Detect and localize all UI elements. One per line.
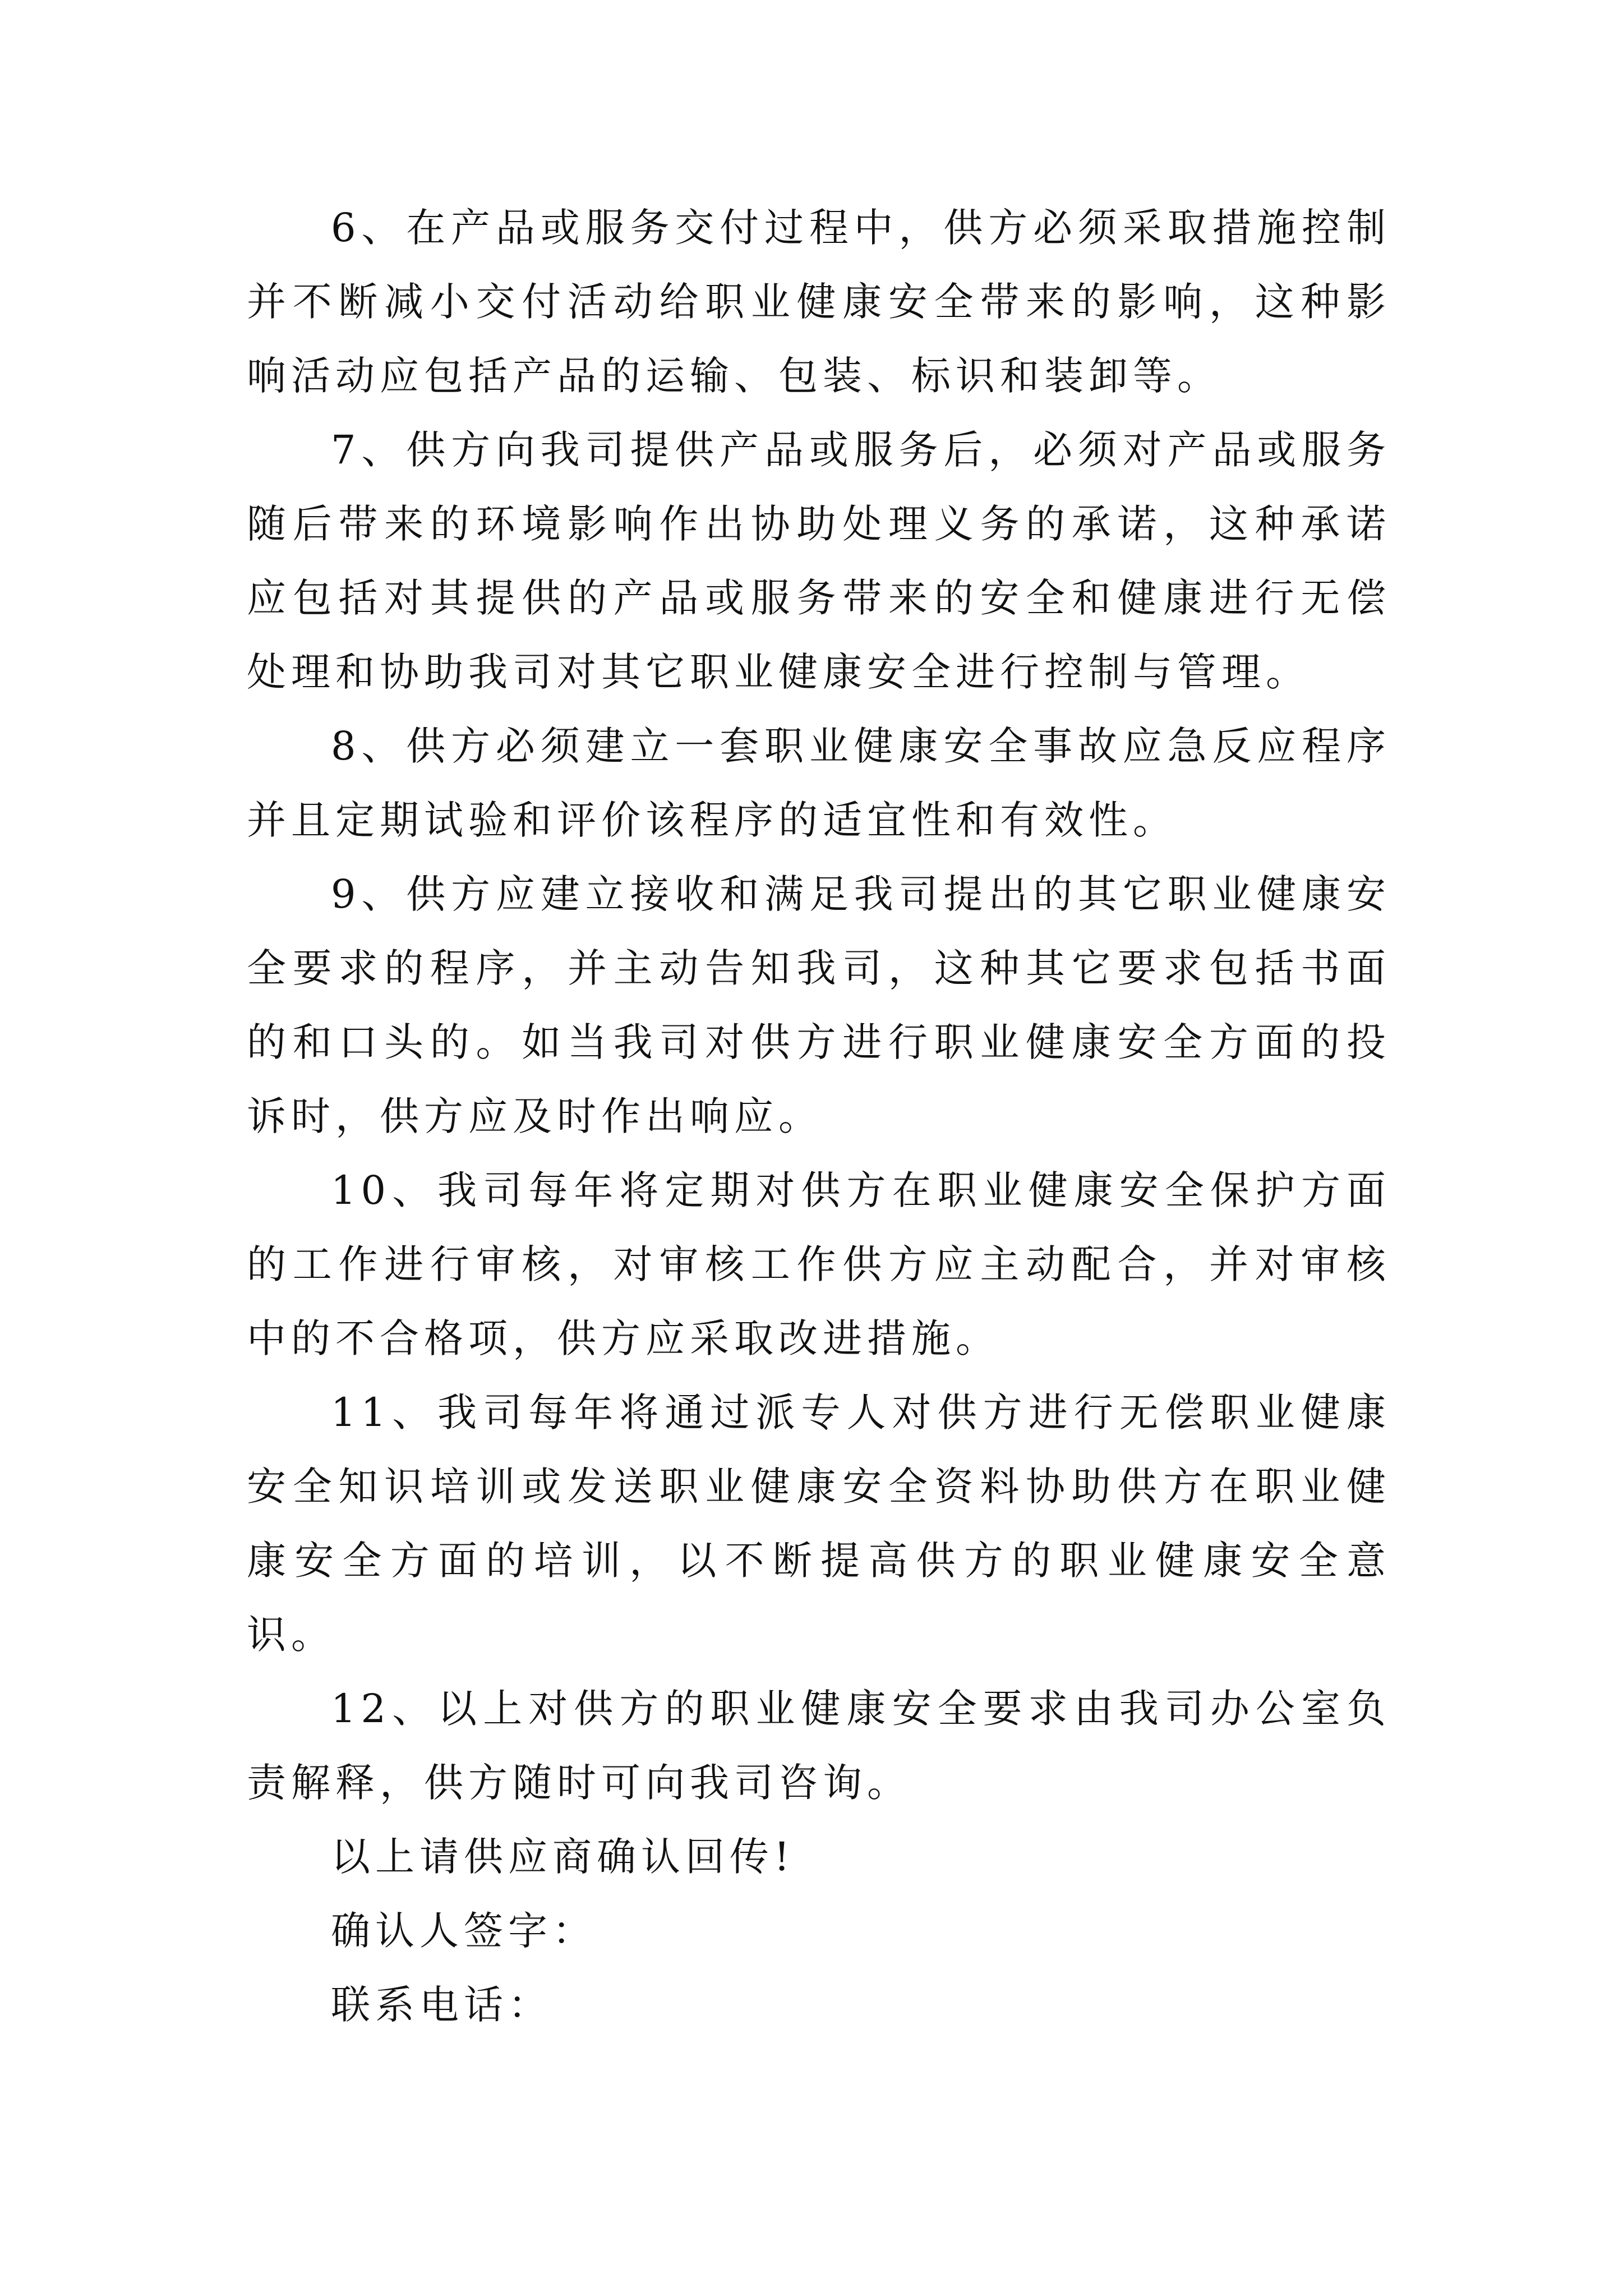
signature-label: 确认人签字： (331, 1908, 597, 1954)
clause-7: 7、供方向我司提供产品或服务后，必须对产品或服务随后带来的环境影响作出协助处理义务的承诺，这种承诺应包括对其提供的产品或服务带来的安全和健康进行无偿处理和协助我司对其它职业健康安全进行控制与管理。 (247, 427, 1391, 695)
clause-10: 10、我司每年将定期对供方在职业健康安全保护方面的工作进行审核，对审核工作供方应主动配合，并对审核中的不合格项，供方应采取改进措施。 (247, 1167, 1391, 1361)
phone-label: 联系电话： (331, 1982, 552, 2028)
closing-note: 以上请供应商确认回传! (331, 1834, 795, 1880)
clause-9: 9、供方应建立接收和满足我司提出的其它职业健康安全要求的程序，并主动告知我司，这种其它要求包括书面的和口头的。如当我司对供方进行职业健康安全方面的投诉时，供方应及时作出响应。 (247, 871, 1391, 1139)
clause-11: 11、我司每年将通过派专人对供方进行无偿职业健康安全知识培训或发送职业健康安全资料协助供方在职业健康安全方面的培训，以不断提高供方的职业健康安全意识。 (247, 1389, 1391, 1658)
clause-8: 8、供方必须建立一套职业健康安全事故应急反应程序并且定期试验和评价该程序的适宜性和有效性。 (247, 723, 1391, 843)
clause-6: 6、在产品或服务交付过程中，供方必须采取措施控制并不断减小交付活动给职业健康安全带来的影响，这种影响活动应包括产品的运输、包装、标识和装卸等。 (247, 205, 1391, 399)
clause-12: 12、以上对供方的职业健康安全要求由我司办公室负责解释，供方随时可向我司咨询。 (247, 1686, 1391, 1806)
document-body (247, 191, 1391, 2042)
